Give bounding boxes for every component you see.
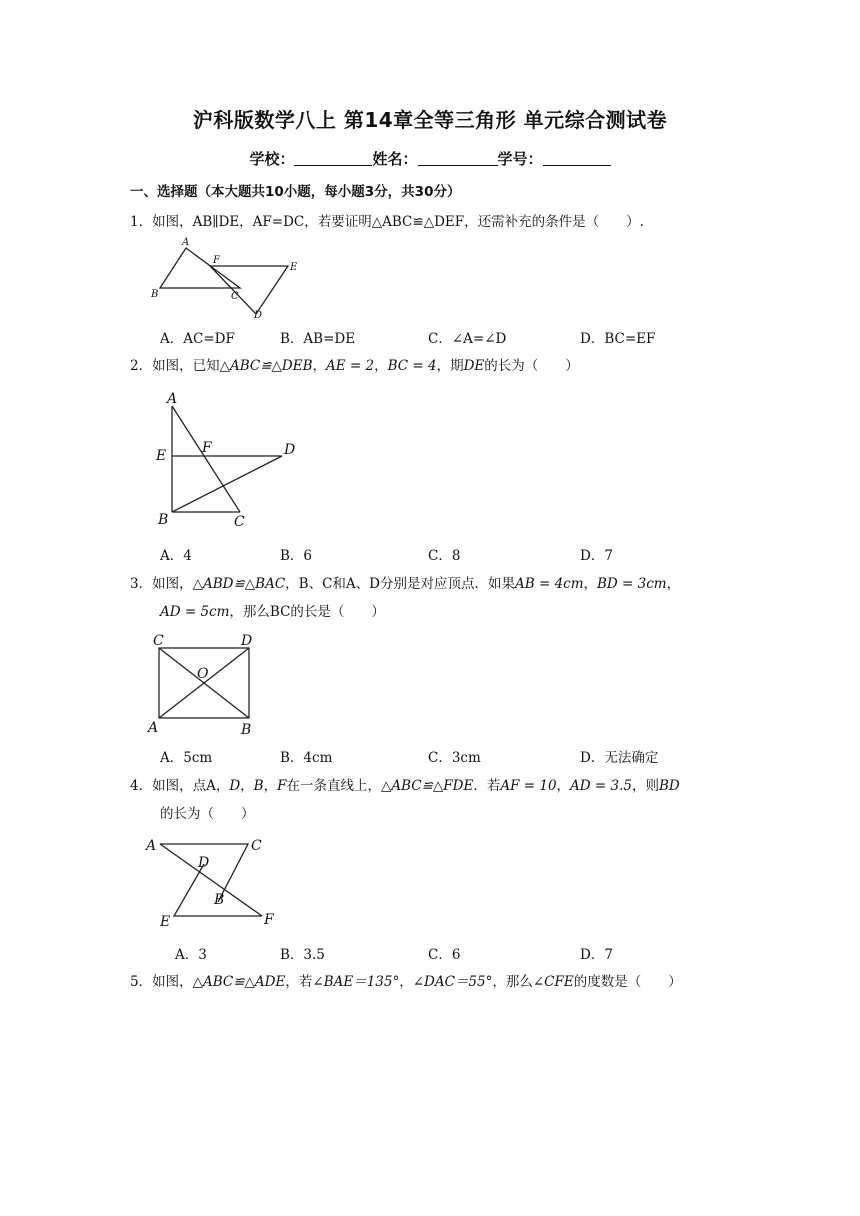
q3-option-a[interactable]: A．5cm (160, 750, 213, 766)
q2-label-a: A (167, 391, 178, 407)
q4-stem-end: ，则 (631, 778, 659, 794)
question-2-stem (130, 356, 579, 376)
q5-stem-mid: ，若 (285, 974, 313, 990)
q4-label-c: C (251, 838, 262, 854)
q3-ad-value: AD = 5cm (160, 604, 230, 620)
page-title: 沪科版数学八上 第14章全等三角形 单元综合测试卷 (192, 108, 668, 132)
q3-option-d[interactable]: D．无法确定 (580, 750, 659, 766)
school-blank[interactable] (294, 151, 372, 166)
q4-sep-3: ， (263, 778, 278, 794)
q1-label-b: B (151, 289, 159, 300)
school-label: 学校： (249, 150, 295, 168)
q3-label-c: C (153, 633, 164, 649)
q4-sep: ， (556, 778, 571, 794)
q2-segment-ac (172, 406, 240, 512)
q5-angle-cfe: ∠CFE (532, 974, 574, 990)
q1-option-d[interactable]: D．BC=EF (580, 331, 656, 347)
q3-bd-value: BD = 3cm (597, 576, 667, 592)
q2-stem-suffix: 的长为（ ） (484, 358, 579, 374)
q4-option-a[interactable]: A．3 (175, 947, 207, 963)
q1-label-c: C (231, 291, 239, 302)
q4-ad-value: AD = 3.5 (570, 778, 632, 794)
q4-point-f: F (277, 778, 287, 794)
q4-option-b[interactable]: B．3.5 (280, 947, 325, 963)
q3-congruence: △ABD≌△BAC (192, 576, 286, 592)
q4-label-f: F (264, 912, 274, 928)
q1-option-c[interactable]: C．∠A=∠D (428, 331, 507, 347)
q3-ab-value: AB = 4cm (515, 576, 584, 592)
q1-triangle-def (210, 266, 288, 314)
q3-stem-prefix: 3．如图， (130, 576, 193, 592)
q3-option-c[interactable]: C．3cm (428, 750, 481, 766)
q4-af-value: AF = 10 (500, 778, 557, 794)
q1-label-a: A (182, 237, 190, 248)
q3-line2-text: ，那么BC的长是（ ） (229, 604, 385, 620)
q4-point-a: A (206, 778, 216, 794)
q2-option-a[interactable]: A．4 (160, 548, 192, 564)
q4-label-a: A (146, 838, 157, 854)
q4-option-d[interactable]: D．7 (580, 947, 613, 963)
question-2-figure (150, 386, 310, 532)
q1-option-b[interactable]: B．AB=DE (280, 331, 356, 347)
q4-stem-prefix: 4．如图，点 (130, 778, 207, 794)
q2-label-b: B (158, 512, 169, 528)
q3-label-d: D (241, 633, 253, 649)
question-1-stem: 1．如图，AB∥DE，AF=DC，若要证明△ABC≌△DEF，还需补充的条件是（ ）. (130, 214, 644, 230)
number-label: 学号： (497, 150, 543, 168)
q3-stem-mid: ，B、C和A、D分别是对应顶点．如果 (285, 576, 515, 592)
q3-sep: ， (583, 576, 598, 592)
q4-bd: BD (658, 778, 680, 794)
q2-option-b[interactable]: B．6 (280, 548, 313, 564)
q2-stem-prefix: 2．如图，已知 (130, 358, 220, 374)
question-4-figure (140, 830, 290, 934)
q2-sep-1: ， (312, 358, 327, 374)
q1-option-a[interactable]: A．AC=DF (160, 331, 235, 347)
q2-stem-mid: ，期 (436, 358, 464, 374)
question-3-figure (145, 628, 265, 740)
q2-label-f: F (202, 440, 212, 456)
q4-point-b: B (253, 778, 264, 794)
q5-angle-dac: ∠DAC＝55° (412, 974, 493, 990)
q4-label-b: B (214, 892, 225, 908)
q5-stem-prefix: 5．如图， (130, 974, 193, 990)
q4-sep-1: ， (215, 778, 230, 794)
question-4-stem-line-2: 的长为（ ） (160, 806, 255, 822)
student-info-line (0, 148, 860, 169)
q4-stem-mid-2: ．若 (473, 778, 501, 794)
q3-label-b: B (241, 722, 252, 738)
q4-label-d: D (198, 855, 210, 871)
q1-label-f: F (213, 255, 220, 266)
q5-stem-mid-2: ，那么 (492, 974, 533, 990)
q2-option-d[interactable]: D．7 (580, 548, 613, 564)
question-3-stem-line-2 (160, 602, 385, 622)
q5-angle-bae: ∠BAE＝135° (312, 974, 400, 990)
q2-label-e: E (156, 448, 167, 464)
q3-stem-end: ， (666, 576, 681, 592)
q1-label-e: E (290, 262, 298, 273)
q2-bc-value: BC = 4 (387, 358, 437, 374)
q2-segment-bd (172, 456, 282, 512)
q2-de: DE (463, 358, 485, 374)
q4-point-d: D (229, 778, 241, 794)
q4-sep-2: ， (240, 778, 254, 794)
q5-congruence: △ABC≌△ADE (192, 974, 286, 990)
q2-label-c: C (234, 514, 245, 530)
q2-label-d: D (284, 442, 296, 458)
number-blank[interactable] (543, 151, 611, 166)
question-3-stem (130, 574, 680, 594)
question-1-figure (150, 236, 310, 320)
q1-label-d: D (254, 310, 263, 321)
q3-label-a: A (148, 720, 159, 736)
q3-option-b[interactable]: B．4cm (280, 750, 333, 766)
name-blank[interactable] (418, 151, 498, 166)
q5-stem-suffix: 的度数是（ ） (573, 974, 682, 990)
q2-congruence: △ABC≌△DEB (219, 358, 313, 374)
q2-option-c[interactable]: C．8 (428, 548, 461, 564)
q4-congruence: △ABC≌△FDE (380, 778, 474, 794)
q4-option-c[interactable]: C．6 (428, 947, 461, 963)
q1-triangle-abc (160, 248, 240, 288)
q2-ae-value: AE = 2 (326, 358, 375, 374)
question-4-stem (130, 776, 680, 796)
q4-label-e: E (160, 914, 171, 930)
question-5-stem (130, 972, 682, 992)
name-label: 姓名： (372, 150, 418, 168)
q4-stem-mid: 在一条直线上， (286, 778, 381, 794)
q3-label-o: O (197, 666, 209, 682)
q5-sep: ， (399, 974, 413, 990)
q4-segment-af (160, 844, 262, 916)
section-heading: 一、选择题（本大题共10小题，每小题3分，共30分） (130, 184, 461, 200)
q2-sep-2: ， (374, 358, 388, 374)
q4-segment-fe-ed (174, 864, 262, 916)
